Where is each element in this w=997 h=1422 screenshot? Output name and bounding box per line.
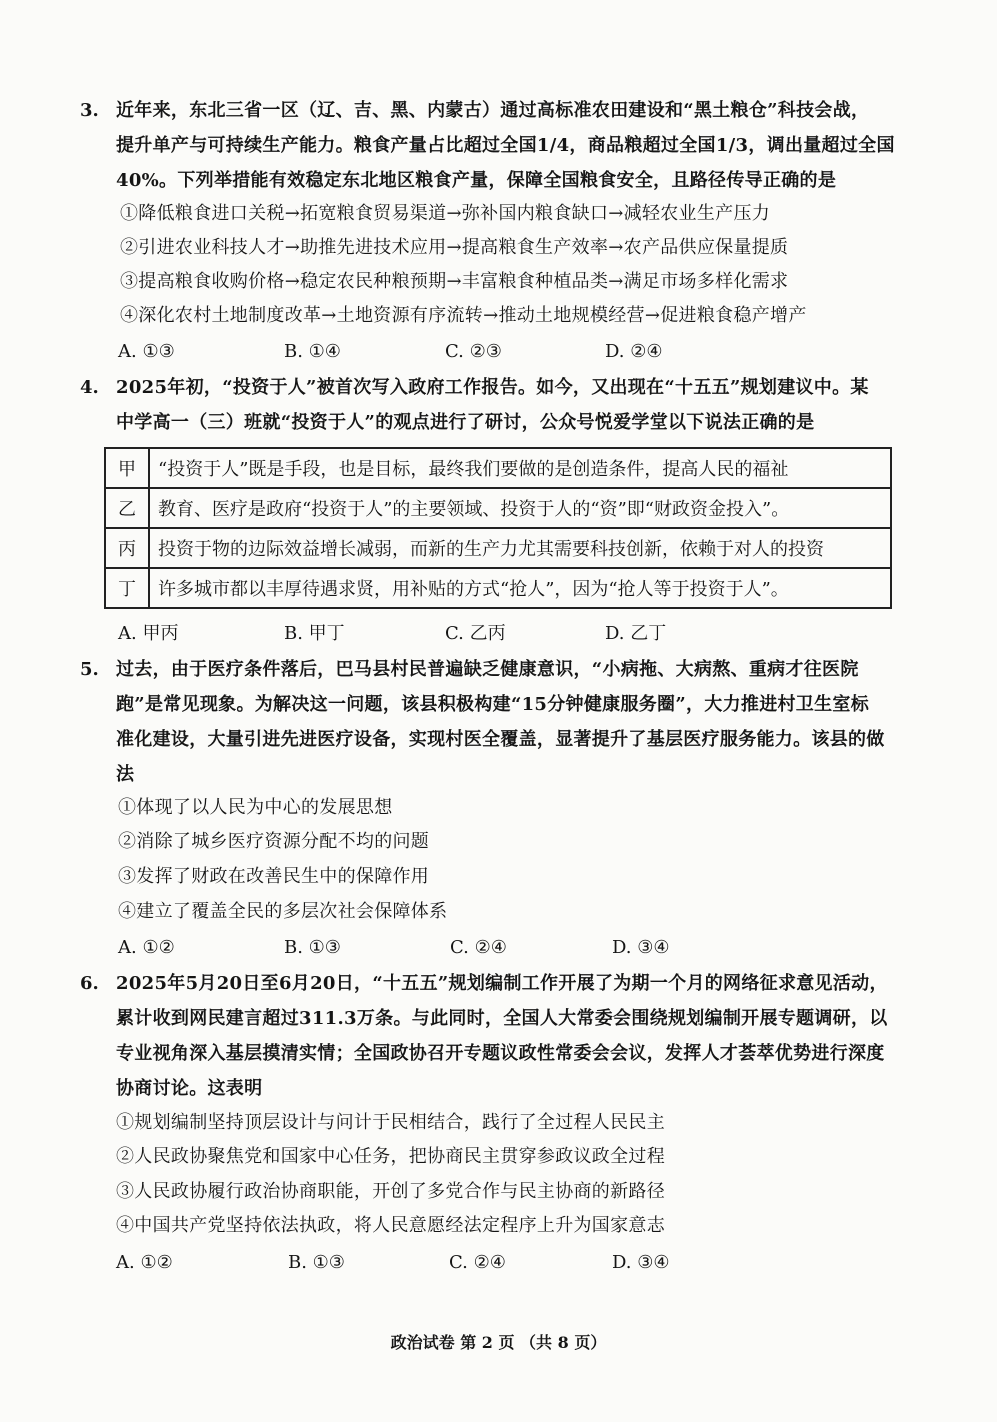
row-text: 投资于物的边际效益增长减弱，而新的生产力尤其需要科技创新，依赖于对人的投资 [149, 528, 891, 568]
question-6-option-a[interactable]: A. ①② [116, 1252, 173, 1273]
table-row [105, 568, 891, 608]
question-5-option-a[interactable]: A. ①② [118, 937, 175, 958]
question-5-item-3: ③发挥了财政在改善民生中的保障作用 [118, 866, 430, 887]
question-3-item-2: ②引进农业科技人才→助推先进技术应用→提高粮食生产效率→农产品供应保量提质 [120, 237, 789, 258]
row-label: 乙 [105, 488, 149, 528]
question-4-stem-line-2: 中学高一（三）班就“投资于人”的观点进行了研讨，公众号悦爱学堂以下说法正确的是 [116, 412, 815, 433]
question-6-option-b[interactable]: B. ①③ [288, 1252, 345, 1273]
question-3-stem-line-3: 40%。下列举措能有效稳定东北地区粮食产量，保障全国粮食安全，且路径传导正确的是 [116, 170, 837, 191]
question-3-stem-line-1: 近年来，东北三省一区（辽、吉、黑、内蒙古）通过高标准农田建设和“黑土粮仓”科技会战， [116, 100, 870, 121]
question-3-item-3: ③提高粮食收购价格→稳定农民种粮预期→丰富粮食种植品类→满足市场多样化需求 [120, 271, 789, 292]
viewpoints-table [104, 447, 892, 609]
page-footer: 政治试卷 第 2 页 （共 8 页） [390, 1333, 607, 1352]
table-row [105, 448, 891, 488]
question-3-option-a[interactable]: A. ①③ [118, 341, 175, 362]
question-5-item-4: ④建立了覆盖全民的多层次社会保障体系 [118, 901, 448, 922]
question-3-option-d[interactable]: D. ②④ [605, 341, 663, 362]
question-4-option-a[interactable]: A. 甲丙 [118, 623, 179, 644]
question-5-item-1: ①体现了以人民为中心的发展思想 [118, 797, 393, 818]
question-6-stem-line-4: 协商讨论。这表明 [116, 1078, 263, 1099]
question-4-option-c[interactable]: C. 乙丙 [445, 623, 506, 644]
question-5-stem-line-4: 法 [116, 764, 135, 785]
question-4-option-b[interactable]: B. 甲丁 [284, 623, 345, 644]
row-text: 教育、医疗是政府“投资于人”的主要领域、投资于人的“资”即“财政资金投入”。 [149, 488, 891, 528]
row-text: “投资于人”既是手段，也是目标，最终我们要做的是创造条件，提高人民的福祉 [149, 448, 891, 488]
question-5-option-b[interactable]: B. ①③ [284, 937, 341, 958]
table-row [105, 528, 891, 568]
question-4-option-d[interactable]: D. 乙丁 [605, 623, 667, 644]
question-6-item-2: ②人民政协聚焦党和国家中心任务，把协商民主贯穿参政议政全过程 [116, 1146, 665, 1167]
question-5-stem-line-1: 过去，由于医疗条件落后，巴马县村民普遍缺乏健康意识，“小病拖、大病熬、重病才往医院 [116, 659, 859, 680]
question-6-stem-line-1: 2025年5月20日至6月20日，“十五五”规划编制工作开展了为期一个月的网络征求意见活动， [116, 973, 888, 994]
question-3-item-1: ①降低粮食进口关税→拓宽粮食贸易渠道→弥补国内粮食缺口→减轻农业生产压力 [120, 203, 771, 224]
question-6-item-4: ④中国共产党坚持依法执政，将人民意愿经法定程序上升为国家意志 [116, 1215, 665, 1236]
question-5-number: 5. [80, 659, 99, 680]
row-text: 许多城市都以丰厚待遇求贤，用补贴的方式“抢人”，因为“抢人等于投资于人”。 [149, 568, 891, 608]
question-6-option-d[interactable]: D. ③④ [612, 1252, 670, 1273]
question-6-item-1: ①规划编制坚持顶层设计与问计于民相结合，践行了全过程人民民主 [116, 1112, 665, 1133]
question-6-option-c[interactable]: C. ②④ [449, 1252, 506, 1273]
question-5-option-c[interactable]: C. ②④ [450, 937, 507, 958]
row-label: 丁 [105, 568, 149, 608]
question-3-number: 3. [80, 100, 99, 121]
row-label: 丙 [105, 528, 149, 568]
question-5-stem-line-3: 准化建设，大量引进先进医疗设备，实现村医全覆盖，显著提升了基层医疗服务能力。该县的做 [116, 729, 885, 750]
question-6-stem-line-2: 累计收到网民建言超过311.3万条。与此同时，全国人大常委会围绕规划编制开展专题调研，以 [116, 1008, 888, 1029]
row-label: 甲 [105, 448, 149, 488]
question-5-stem-line-2: 跑”是常见现象。为解决这一问题，该县积极构建“15分钟健康服务圈”，大力推进村卫生室标 [116, 694, 870, 715]
question-5-item-2: ②消除了城乡医疗资源分配不均的问题 [118, 831, 430, 852]
question-6-item-3: ③人民政协履行政治协商职能，开创了多党合作与民主协商的新路径 [116, 1181, 665, 1202]
question-4-stem-line-1: 2025年初，“投资于人”被首次写入政府工作报告。如今，又出现在“十五五”规划建议中。某 [116, 377, 869, 398]
question-3-option-c[interactable]: C. ②③ [445, 341, 502, 362]
question-3-option-b[interactable]: B. ①④ [284, 341, 341, 362]
question-4-number: 4. [80, 377, 99, 398]
question-3-item-4: ④深化农村土地制度改革→土地资源有序流转→推动土地规模经营→促进粮食稳产增产 [120, 305, 807, 326]
question-6-stem-line-3: 专业视角深入基层摸清实情；全国政协召开专题议政性常委会会议，发挥人才荟萃优势进行深度 [116, 1043, 885, 1064]
question-5-option-d[interactable]: D. ③④ [612, 937, 670, 958]
table-row [105, 488, 891, 528]
question-6-number: 6. [80, 973, 99, 994]
question-3-stem-line-2: 提升单产与可持续生产能力。粮食产量占比超过全国1/4，商品粮超过全国1/3，调出量超过全国 [116, 135, 895, 156]
